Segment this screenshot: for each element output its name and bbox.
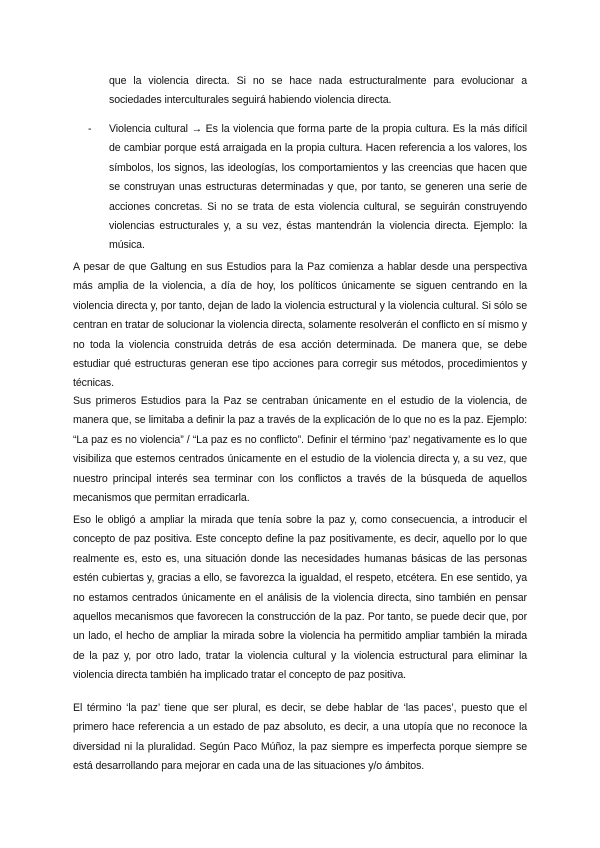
paragraph-galtung: A pesar de que Galtung en sus Estudios para la Paz comienza a hablar desde una perspectiva más amplia de la violencia, a día de hoy, los políticos únicamente se siguen centrando en la violencia directa y, por tanto, dejan de lado la violencia estructural y la violencia cultural. Si sólo se centran en tratar de solucionar la violencia directa, solamente resolverán el conflicto en sí mismo y no toda la violencia construida detrás de esa acción determinada. De manera que, se debe estudiar qué estructuras generan ese tipo acciones para corregir sus métodos, procedimientos y técnicas. xyxy=(73,261,527,390)
bullet-marker: - xyxy=(88,123,92,135)
paragraph-paz-positiva: Eso le obligó a ampliar la mirada que tenía sobre la paz y, como consecuencia, a introducir el concepto de paz positiva. Este concepto define la paz positivamente, es decir, aquello por lo que realmente es, esto es, una situación donde las necesidades humanas básicas de las personas estén cubiertas y, gracias a ello, se favorezca la igualdad, el respeto, etcétera. En ese sentido, ya no estamos centrados únicamente en el análisis de la violencia directa, sino también en pensar aquellos mecanismos que favorecen la construcción de la paz. Por tanto, se puede decir que, por un lado, el hecho de ampliar la mirada sobre la violencia ha permitido ampliar también la mirada de la paz y, por otro lado, tratar la violencia cultural y la violencia estructural para eliminar la violencia directa también ha implicado tratar el concepto de paz positiva. xyxy=(73,514,527,682)
continuation-paragraph: que la violencia directa. Si no se hace nada estructuralmente para evolucionar a sociedades interculturales seguirá habiendo violencia directa. xyxy=(109,75,527,107)
bullet-text: Violencia cultural → Es la violencia que forma parte de la propia cultura. Es la más difícil de cambiar porque está arraigada en la propia cultura. Hacen referencia a los valores, los símbolos, los signos, las ideologías, los comportamientos y las creencias que hacen que se construyan unas estructuras determinadas y que, por tanto, se generen una serie de acciones concretas. Si no se trata de esta violencia cultural, se seguirán construyendo violencias estructurales y, a su vez, éstas mantendrán la violencia directa. Ejemplo: la música. xyxy=(109,123,527,252)
paragraph-las-paces: El término ‘la paz’ tiene que ser plural, es decir, se debe hablar de ‘las paces’, puesto que el primero hace referencia a un estado de paz absoluto, es decir, a una utopía que no reconoce la diversidad ni la pluralidad. Según Paco Múñoz, la paz siempre es imperfecta porque siempre se está desarrollando para mejorar en cada una de las situaciones y/o ámbitos. xyxy=(73,702,527,773)
paragraph-primeros-estudios: Sus primeros Estudios para la Paz se centraban únicamente en el estudio de la violencia, de manera que, se limitaba a definir la paz a través de la explicación de lo que no es la paz. Ejemplo: “La paz es no violencia” / “La paz es no conflicto”. Definir el término ‘paz’ negativamente es lo que visibiliza que estemos centrados únicamente en el estudio de la violencia directa y, a su vez, que nuestro principal interés sea terminar con los conflictos a través de la búsqueda de aquellos mecanismos que permitan erradicarla. xyxy=(73,395,527,505)
